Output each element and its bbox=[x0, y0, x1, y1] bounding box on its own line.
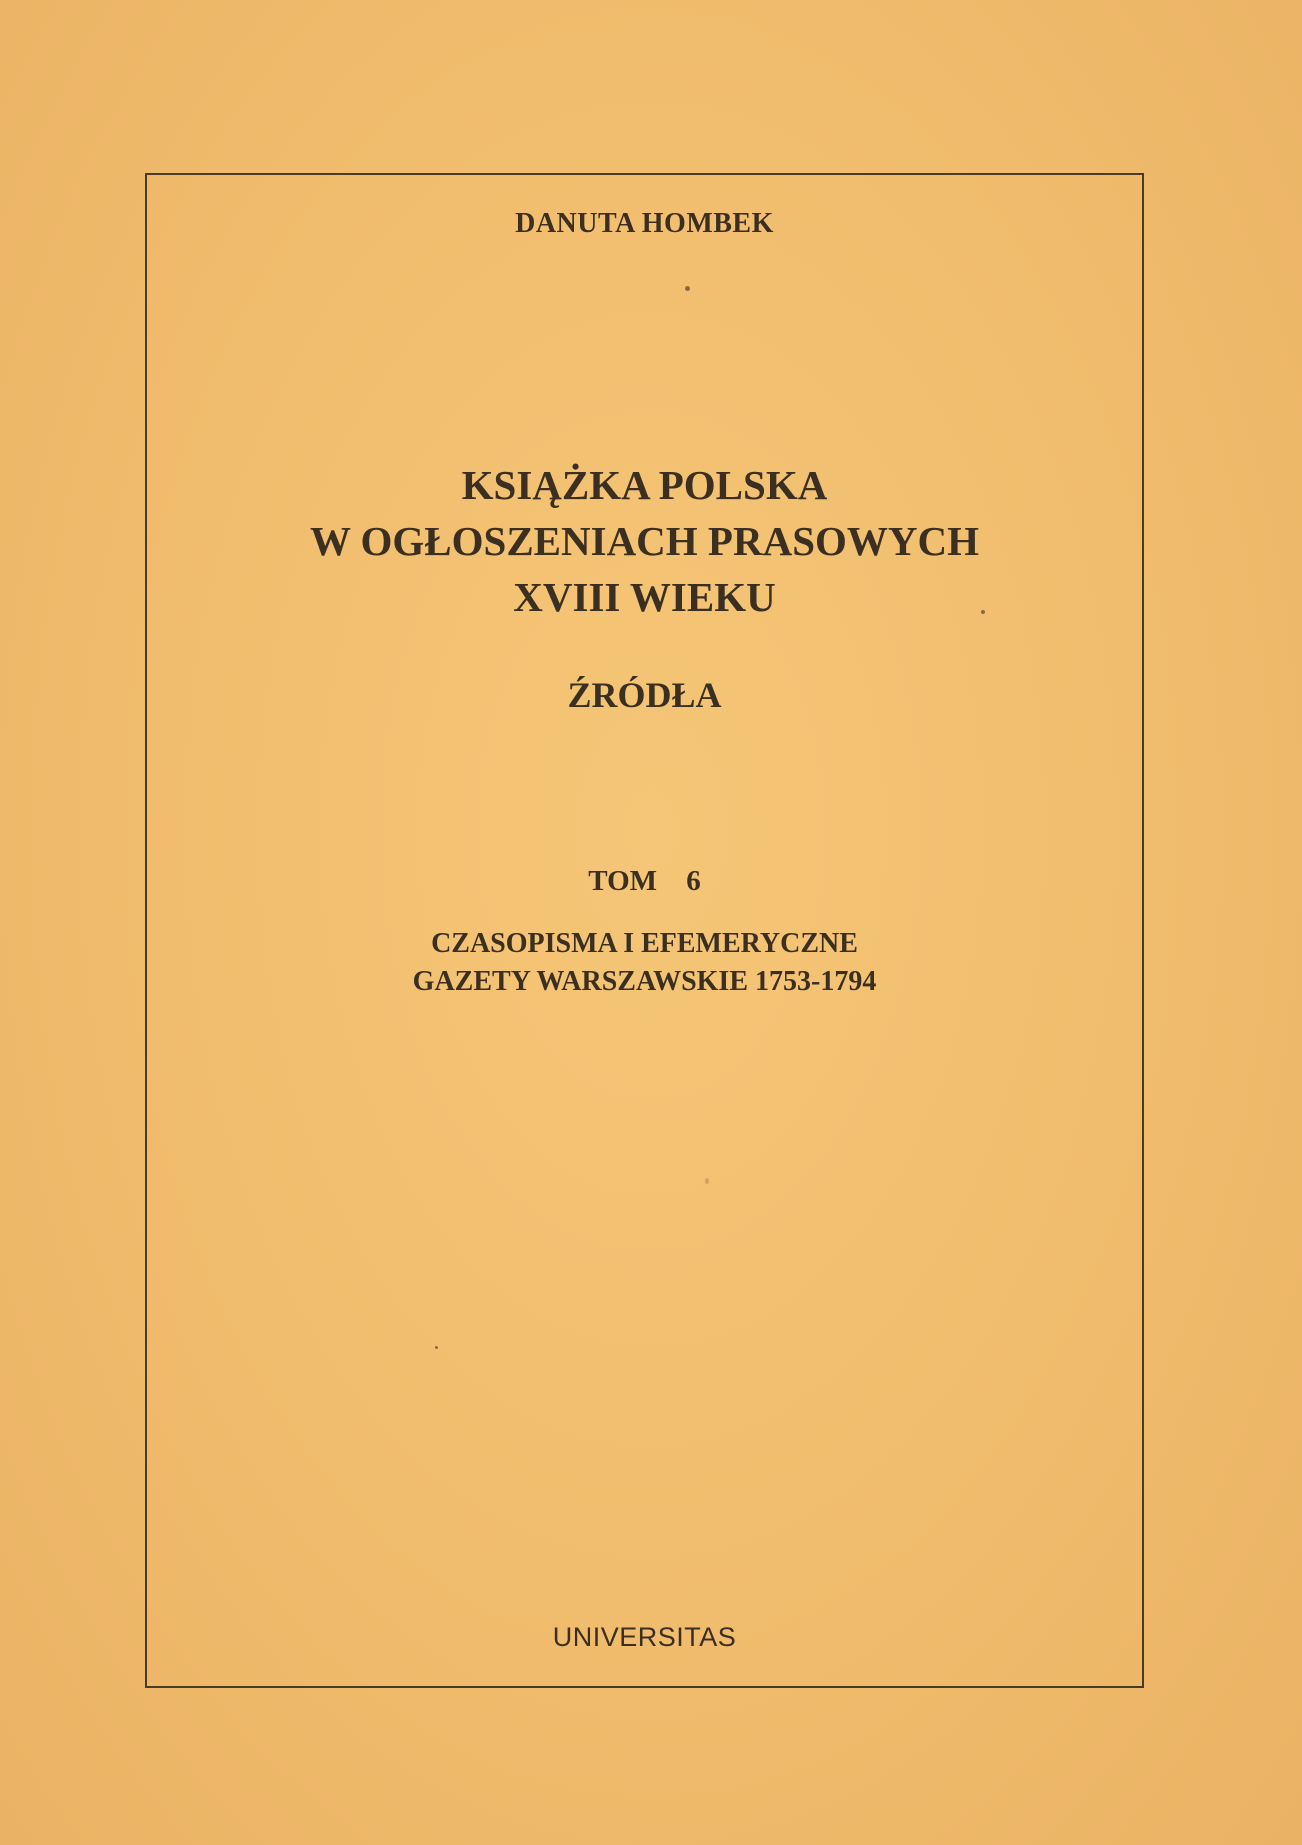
author-name: DANUTA HOMBEK bbox=[515, 208, 774, 239]
title-line-2: W OGŁOSZENIACH PRASOWYCH bbox=[309, 518, 979, 564]
subtitle-line-2: GAZETY WARSZAWSKIE 1753-1794 bbox=[412, 966, 877, 997]
sources-label: ŹRÓDŁA bbox=[567, 675, 722, 715]
volume-label: TOM 6 bbox=[588, 865, 701, 897]
title-line-3: XVIII WIEKU bbox=[513, 574, 776, 620]
cover-frame bbox=[145, 173, 1144, 1688]
title-line-1: KSIĄŻKA POLSKA bbox=[461, 462, 828, 508]
publisher-name: UNIVERSITAS bbox=[552, 1622, 737, 1652]
subtitle-line-1: CZASOPISMA I EFEMERYCZNE bbox=[431, 928, 858, 959]
